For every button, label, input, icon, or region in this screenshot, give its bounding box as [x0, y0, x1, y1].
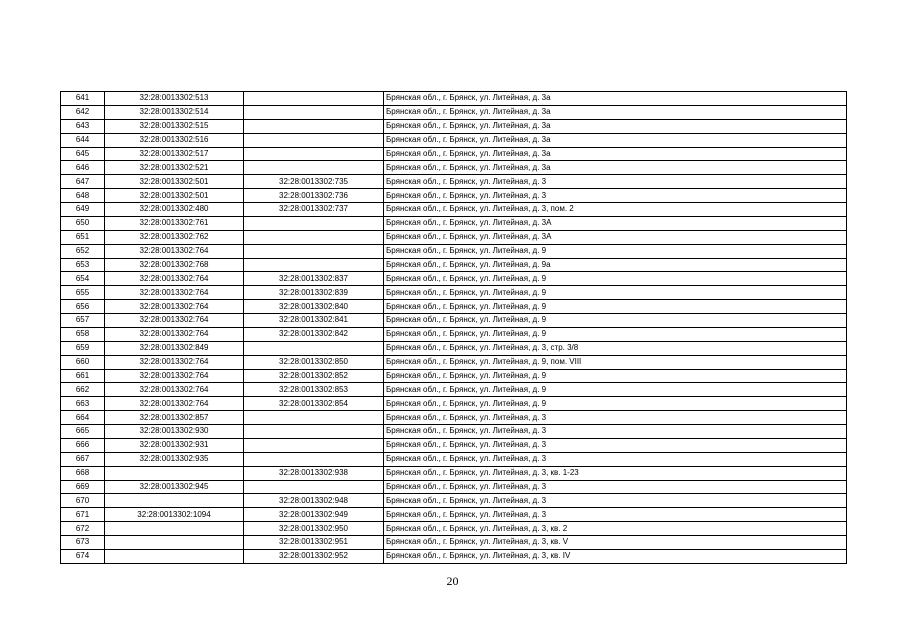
cadastral-number-cell: 32:28:0013302:764: [105, 286, 244, 300]
cadastral-number-cell: 32:28:0013302:764: [105, 244, 244, 258]
table-row: [61, 147, 847, 161]
table-row: [61, 216, 847, 230]
row-number-cell: 653: [61, 258, 105, 272]
linked-cadastral-number-cell: 32:28:0013302:854: [244, 397, 384, 411]
cadastral-number-cell: 32:28:0013302:768: [105, 258, 244, 272]
linked-cadastral-number-cell: 32:28:0013302:948: [244, 494, 384, 508]
linked-cadastral-number-cell: [244, 216, 384, 230]
cadastral-number-cell: 32:28:0013302:1094: [105, 508, 244, 522]
cadastral-table-body: [61, 92, 847, 564]
row-number-cell: 665: [61, 425, 105, 439]
linked-cadastral-number-cell: [244, 480, 384, 494]
address-cell: Брянская обл., г. Брянск, ул. Литейная, д. 3: [384, 480, 847, 494]
address-cell: Брянская обл., г. Брянск, ул. Литейная, д. 3, пом. 2: [384, 203, 847, 217]
table-row: [61, 203, 847, 217]
address-cell: Брянская обл., г. Брянск, ул. Литейная, д. 9: [384, 300, 847, 314]
address-cell: Брянская обл., г. Брянск, ул. Литейная, д. 3: [384, 452, 847, 466]
cadastral-number-cell: 32:28:0013302:516: [105, 133, 244, 147]
address-cell: Брянская обл., г. Брянск, ул. Литейная, д. 9: [384, 327, 847, 341]
row-number-cell: 642: [61, 105, 105, 119]
table-row: [61, 466, 847, 480]
row-number-cell: 652: [61, 244, 105, 258]
table-row: [61, 549, 847, 563]
linked-cadastral-number-cell: 32:28:0013302:853: [244, 383, 384, 397]
address-cell: Брянская обл., г. Брянск, ул. Литейная, д. 3: [384, 508, 847, 522]
address-cell: Брянская обл., г. Брянск, ул. Литейная, д. 3: [384, 189, 847, 203]
table-row: [61, 189, 847, 203]
cadastral-number-cell: [105, 536, 244, 550]
address-cell: Брянская обл., г. Брянск, ул. Литейная, д. 3: [384, 438, 847, 452]
cadastral-number-cell: 32:28:0013302:762: [105, 230, 244, 244]
row-number-cell: 659: [61, 341, 105, 355]
table-row: [61, 327, 847, 341]
linked-cadastral-number-cell: 32:28:0013302:952: [244, 549, 384, 563]
table-row: [61, 480, 847, 494]
table-row: [61, 341, 847, 355]
table-row: [61, 286, 847, 300]
address-cell: Брянская обл., г. Брянск, ул. Литейная, д. 9: [384, 244, 847, 258]
cadastral-number-cell: 32:28:0013302:513: [105, 92, 244, 106]
row-number-cell: 667: [61, 452, 105, 466]
table-row: [61, 508, 847, 522]
address-cell: Брянская обл., г. Брянск, ул. Литейная, д. 3а: [384, 133, 847, 147]
linked-cadastral-number-cell: 32:28:0013302:950: [244, 522, 384, 536]
linked-cadastral-number-cell: 32:28:0013302:735: [244, 175, 384, 189]
address-cell: Брянская обл., г. Брянск, ул. Литейная, д. 3: [384, 494, 847, 508]
linked-cadastral-number-cell: [244, 161, 384, 175]
linked-cadastral-number-cell: 32:28:0013302:736: [244, 189, 384, 203]
cadastral-number-cell: 32:28:0013302:764: [105, 272, 244, 286]
address-cell: Брянская обл., г. Брянск, ул. Литейная, д. 3, кв. 2: [384, 522, 847, 536]
cadastral-number-cell: 32:28:0013302:930: [105, 425, 244, 439]
address-cell: Брянская обл., г. Брянск, ул. Литейная, д. 9: [384, 383, 847, 397]
row-number-cell: 656: [61, 300, 105, 314]
table-row: [61, 258, 847, 272]
table-row: [61, 411, 847, 425]
cadastral-number-cell: [105, 494, 244, 508]
cadastral-number-cell: 32:28:0013302:931: [105, 438, 244, 452]
cadastral-number-cell: 32:28:0013302:764: [105, 397, 244, 411]
cadastral-number-cell: 32:28:0013302:480: [105, 203, 244, 217]
table-row: [61, 522, 847, 536]
table-row: [61, 92, 847, 106]
cadastral-number-cell: 32:28:0013302:501: [105, 189, 244, 203]
linked-cadastral-number-cell: [244, 92, 384, 106]
table-row: [61, 133, 847, 147]
linked-cadastral-number-cell: [244, 119, 384, 133]
row-number-cell: 673: [61, 536, 105, 550]
address-cell: Брянская обл., г. Брянск, ул. Литейная, д. 9: [384, 369, 847, 383]
address-cell: Брянская обл., г. Брянск, ул. Литейная, д. 9: [384, 272, 847, 286]
linked-cadastral-number-cell: 32:28:0013302:841: [244, 314, 384, 328]
row-number-cell: 661: [61, 369, 105, 383]
row-number-cell: 648: [61, 189, 105, 203]
row-number-cell: 646: [61, 161, 105, 175]
table-row: [61, 438, 847, 452]
table-row: [61, 397, 847, 411]
linked-cadastral-number-cell: [244, 230, 384, 244]
cadastral-number-cell: 32:28:0013302:761: [105, 216, 244, 230]
cadastral-number-cell: [105, 466, 244, 480]
table-row: [61, 369, 847, 383]
table-row: [61, 272, 847, 286]
linked-cadastral-number-cell: 32:28:0013302:837: [244, 272, 384, 286]
address-cell: Брянская обл., г. Брянск, ул. Литейная, д. 9а: [384, 258, 847, 272]
address-cell: Брянская обл., г. Брянск, ул. Литейная, д. 3: [384, 425, 847, 439]
address-cell: Брянская обл., г. Брянск, ул. Литейная, д. 3, кв. IV: [384, 549, 847, 563]
linked-cadastral-number-cell: 32:28:0013302:852: [244, 369, 384, 383]
row-number-cell: 644: [61, 133, 105, 147]
cadastral-number-cell: 32:28:0013302:935: [105, 452, 244, 466]
row-number-cell: 668: [61, 466, 105, 480]
row-number-cell: 651: [61, 230, 105, 244]
row-number-cell: 670: [61, 494, 105, 508]
cadastral-number-cell: 32:28:0013302:501: [105, 175, 244, 189]
address-cell: Брянская обл., г. Брянск, ул. Литейная, д. 9, пом. VIII: [384, 355, 847, 369]
table-row: [61, 300, 847, 314]
linked-cadastral-number-cell: [244, 411, 384, 425]
address-cell: Брянская обл., г. Брянск, ул. Литейная, д. 3А: [384, 216, 847, 230]
address-cell: Брянская обл., г. Брянск, ул. Литейная, д. 3, кв. V: [384, 536, 847, 550]
table-row: [61, 355, 847, 369]
table-row: [61, 536, 847, 550]
cadastral-number-cell: 32:28:0013302:764: [105, 355, 244, 369]
cadastral-number-cell: 32:28:0013302:514: [105, 105, 244, 119]
table-row: [61, 452, 847, 466]
linked-cadastral-number-cell: [244, 105, 384, 119]
row-number-cell: 672: [61, 522, 105, 536]
row-number-cell: 647: [61, 175, 105, 189]
table-row: [61, 383, 847, 397]
address-cell: Брянская обл., г. Брянск, ул. Литейная, д. 3а: [384, 147, 847, 161]
table-row: [61, 161, 847, 175]
table-row: [61, 314, 847, 328]
table-row: [61, 425, 847, 439]
row-number-cell: 669: [61, 480, 105, 494]
cadastral-number-cell: 32:28:0013302:849: [105, 341, 244, 355]
address-cell: Брянская обл., г. Брянск, ул. Литейная, д. 9: [384, 397, 847, 411]
row-number-cell: 674: [61, 549, 105, 563]
table-row: [61, 244, 847, 258]
linked-cadastral-number-cell: 32:28:0013302:949: [244, 508, 384, 522]
linked-cadastral-number-cell: [244, 452, 384, 466]
row-number-cell: 649: [61, 203, 105, 217]
cadastral-number-cell: 32:28:0013302:857: [105, 411, 244, 425]
cadastral-number-cell: [105, 522, 244, 536]
cadastral-number-cell: 32:28:0013302:945: [105, 480, 244, 494]
address-cell: Брянская обл., г. Брянск, ул. Литейная, д. 3, кв. 1-23: [384, 466, 847, 480]
address-cell: Брянская обл., г. Брянск, ул. Литейная, д. 3а: [384, 92, 847, 106]
linked-cadastral-number-cell: 32:28:0013302:840: [244, 300, 384, 314]
cadastral-number-cell: [105, 549, 244, 563]
cadastral-number-cell: 32:28:0013302:764: [105, 314, 244, 328]
cadastral-number-cell: 32:28:0013302:764: [105, 369, 244, 383]
row-number-cell: 660: [61, 355, 105, 369]
address-cell: Брянская обл., г. Брянск, ул. Литейная, д. 9: [384, 314, 847, 328]
address-cell: Брянская обл., г. Брянск, ул. Литейная, д. 3: [384, 411, 847, 425]
address-cell: Брянская обл., г. Брянск, ул. Литейная, д. 3, стр. 3/8: [384, 341, 847, 355]
linked-cadastral-number-cell: [244, 244, 384, 258]
row-number-cell: 662: [61, 383, 105, 397]
linked-cadastral-number-cell: [244, 438, 384, 452]
page-number: 20: [446, 574, 459, 588]
cadastral-table: [60, 91, 847, 564]
cadastral-number-cell: 32:28:0013302:764: [105, 383, 244, 397]
address-cell: Брянская обл., г. Брянск, ул. Литейная, д. 3а: [384, 161, 847, 175]
row-number-cell: 641: [61, 92, 105, 106]
table-row: [61, 119, 847, 133]
row-number-cell: 657: [61, 314, 105, 328]
row-number-cell: 650: [61, 216, 105, 230]
linked-cadastral-number-cell: [244, 258, 384, 272]
linked-cadastral-number-cell: [244, 133, 384, 147]
table-row: [61, 494, 847, 508]
linked-cadastral-number-cell: 32:28:0013302:839: [244, 286, 384, 300]
linked-cadastral-number-cell: 32:28:0013302:737: [244, 203, 384, 217]
row-number-cell: 663: [61, 397, 105, 411]
address-cell: Брянская обл., г. Брянск, ул. Литейная, д. 9: [384, 286, 847, 300]
table-row: [61, 175, 847, 189]
row-number-cell: 643: [61, 119, 105, 133]
cadastral-number-cell: 32:28:0013302:764: [105, 327, 244, 341]
linked-cadastral-number-cell: 32:28:0013302:951: [244, 536, 384, 550]
cadastral-number-cell: 32:28:0013302:764: [105, 300, 244, 314]
row-number-cell: 664: [61, 411, 105, 425]
cadastral-number-cell: 32:28:0013302:515: [105, 119, 244, 133]
linked-cadastral-number-cell: 32:28:0013302:842: [244, 327, 384, 341]
table-row: [61, 230, 847, 244]
row-number-cell: 645: [61, 147, 105, 161]
row-number-cell: 666: [61, 438, 105, 452]
table-row: [61, 105, 847, 119]
address-cell: Брянская обл., г. Брянск, ул. Литейная, д. 3А: [384, 230, 847, 244]
linked-cadastral-number-cell: [244, 425, 384, 439]
row-number-cell: 655: [61, 286, 105, 300]
linked-cadastral-number-cell: [244, 147, 384, 161]
cadastral-number-cell: 32:28:0013302:521: [105, 161, 244, 175]
linked-cadastral-number-cell: 32:28:0013302:938: [244, 466, 384, 480]
linked-cadastral-number-cell: 32:28:0013302:850: [244, 355, 384, 369]
linked-cadastral-number-cell: [244, 341, 384, 355]
address-cell: Брянская обл., г. Брянск, ул. Литейная, д. 3а: [384, 105, 847, 119]
address-cell: Брянская обл., г. Брянск, ул. Литейная, д. 3: [384, 175, 847, 189]
row-number-cell: 654: [61, 272, 105, 286]
row-number-cell: 671: [61, 508, 105, 522]
address-cell: Брянская обл., г. Брянск, ул. Литейная, д. 3а: [384, 119, 847, 133]
row-number-cell: 658: [61, 327, 105, 341]
cadastral-number-cell: 32:28:0013302:517: [105, 147, 244, 161]
